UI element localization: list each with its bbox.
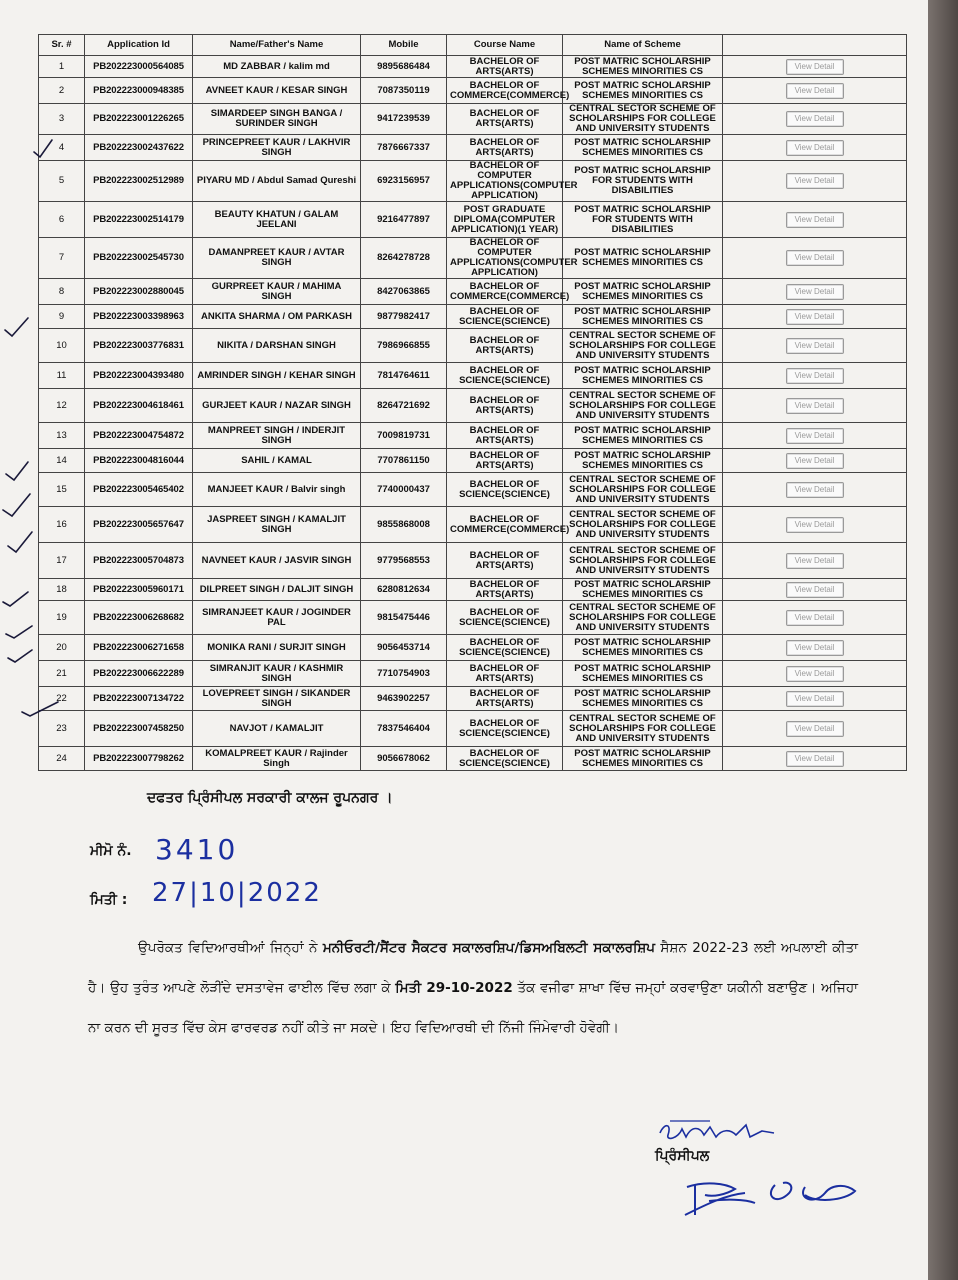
cell-scheme: POST MATRIC SCHOLARSHIP SCHEMES MINORITIES CS [563,363,723,389]
cell-scheme: POST MATRIC SCHOLARSHIP SCHEMES MINORITIES CS [563,579,723,601]
date-value: 27|10|2022 [152,878,322,908]
cell-app: PB202223002437622 [85,135,193,161]
cell-mobile: 8264278728 [361,238,447,279]
cell-sr: 20 [39,635,85,661]
cell-app: PB202223004618461 [85,389,193,423]
table-row [39,635,907,661]
cell-name: SIMARDEEP SINGH BANGA / SURINDER SINGH [193,104,361,135]
cell-scheme: POST MATRIC SCHOLARSHIP SCHEMES MINORITIES CS [563,747,723,771]
cell-sr: 19 [39,601,85,635]
view-detail-button[interactable]: View Detail [786,610,844,626]
table-row [39,423,907,449]
principal-label: ਪ੍ਰਿੰਸੀਪਲ [655,1148,710,1164]
view-detail-button[interactable]: View Detail [786,59,844,75]
memo-label: ਮੀਮੋ ਨੰ. [90,843,132,859]
view-detail-button[interactable]: View Detail [786,368,844,384]
cell-mobile: 7009819731 [361,423,447,449]
cell-action [723,449,907,473]
table-row [39,56,907,78]
cell-mobile: 7814764611 [361,363,447,389]
cell-course: BACHELOR OF COMMERCE(COMMERCE) [447,78,563,104]
cell-app: PB202223005960171 [85,579,193,601]
cell-course: BACHELOR OF COMMERCE(COMMERCE) [447,279,563,305]
cell-app: PB202223004816044 [85,449,193,473]
cell-scheme: POST MATRIC SCHOLARSHIP SCHEMES MINORITIES CS [563,56,723,78]
cell-name: PIYARU MD / Abdul Samad Qureshi [193,161,361,202]
cell-course: BACHELOR OF ARTS(ARTS) [447,423,563,449]
table-header-row [39,35,907,56]
view-detail-button[interactable]: View Detail [786,212,844,228]
cell-sr: 24 [39,747,85,771]
cell-action [723,687,907,711]
view-detail-button[interactable]: View Detail [786,453,844,469]
cell-app: PB202223005657647 [85,507,193,543]
cell-course: BACHELOR OF COMPUTER APPLICATIONS(COMPUTER APPLICATION) [447,161,563,202]
cell-mobile: 9779568553 [361,543,447,579]
cell-scheme: POST MATRIC SCHOLARSHIP SCHEMES MINORITIES CS [563,423,723,449]
cell-app: PB202223002512989 [85,161,193,202]
cell-name: BEAUTY KHATUN / GALAM JEELANI [193,202,361,238]
notice-bold-date: ਮਿਤੀ 29-10-2022 [395,980,513,996]
cell-course: BACHELOR OF ARTS(ARTS) [447,135,563,161]
cell-action [723,507,907,543]
cell-course: BACHELOR OF SCIENCE(SCIENCE) [447,711,563,747]
cell-mobile: 7087350119 [361,78,447,104]
cell-name: KOMALPREET KAUR / Rajinder Singh [193,747,361,771]
notice-bold-schemes: ਮਨੀਓਰਟੀ/ਸੈਂਟਰ ਸੈਕਟਰ ਸਕਾਲਰਸ਼ਿਪ/ਡਿਸਅਬਿਲਟੀ ਸਕਾਲਰਸ਼ਿਪ [322,940,656,956]
cell-sr: 17 [39,543,85,579]
cell-scheme: CENTRAL SECTOR SCHEME OF SCHOLARSHIPS FOR COLLEGE AND UNIVERSITY STUDENTS [563,601,723,635]
cell-app: PB202223003776831 [85,329,193,363]
cell-name: AMRINDER SINGH / KEHAR SINGH [193,363,361,389]
cell-sr: 12 [39,389,85,423]
cell-app: PB202223004754872 [85,423,193,449]
cell-course: BACHELOR OF ARTS(ARTS) [447,449,563,473]
cell-course: BACHELOR OF ARTS(ARTS) [447,104,563,135]
cell-name: PRINCEPREET KAUR / LAKHVIR SINGH [193,135,361,161]
cell-mobile: 8427063865 [361,279,447,305]
cell-action [723,473,907,507]
view-detail-button[interactable]: View Detail [786,721,844,737]
table-row [39,202,907,238]
cell-action [723,135,907,161]
view-detail-button[interactable]: View Detail [786,140,844,156]
cell-course: BACHELOR OF SCIENCE(SCIENCE) [447,363,563,389]
cell-course: BACHELOR OF COMPUTER APPLICATIONS(COMPUTER APPLICATION) [447,238,563,279]
cell-app: PB202223007134722 [85,687,193,711]
view-detail-button[interactable]: View Detail [786,517,844,533]
cell-app: PB202223007798262 [85,747,193,771]
cell-name: JASPREET SINGH / KAMALJIT SINGH [193,507,361,543]
view-detail-button[interactable]: View Detail [786,398,844,414]
view-detail-button[interactable]: View Detail [786,111,844,127]
cell-mobile: 9877982417 [361,305,447,329]
table-row [39,389,907,423]
cell-action [723,661,907,687]
cell-app: PB202223007458250 [85,711,193,747]
cell-action [723,238,907,279]
cell-app: PB202223003398963 [85,305,193,329]
table-row [39,279,907,305]
notice-part-2: ਸੈਸ਼ਨ 2022-23 ਲਈ ਅਪਲਾਈ ਕੀਤਾ ਹੈ। ਉਹ ਤੁਰੰਤ ਆਪਣੇ ਲੋੜੀਂਦੇ ਦਸਤਾਵੇਜ ਫਾਈਲ ਵਿੱਚ ਲਗਾ ਕੇ [88,940,859,996]
table-row [39,329,907,363]
cell-app: PB202223006268682 [85,601,193,635]
cell-name: NAVJOT / KAMALJIT [193,711,361,747]
cell-sr: 6 [39,202,85,238]
cell-course: BACHELOR OF ARTS(ARTS) [447,579,563,601]
cell-name: ANKITA SHARMA / OM PARKASH [193,305,361,329]
cell-scheme: POST MATRIC SCHOLARSHIP FOR STUDENTS WITH DISABILITIES [563,161,723,202]
cell-app: PB202223002514179 [85,202,193,238]
view-detail-button[interactable]: View Detail [786,482,844,498]
cell-app: PB202223000948385 [85,78,193,104]
cell-action [723,56,907,78]
cell-mobile: 7710754903 [361,661,447,687]
cell-action [723,389,907,423]
cell-mobile: 8264721692 [361,389,447,423]
view-detail-button[interactable]: View Detail [786,309,844,325]
cell-sr: 18 [39,579,85,601]
table-row [39,305,907,329]
cell-sr: 4 [39,135,85,161]
cell-sr: 13 [39,423,85,449]
cell-scheme: POST MATRIC SCHOLARSHIP SCHEMES MINORITIES CS [563,449,723,473]
cell-app: PB202223002545730 [85,238,193,279]
cell-action [723,543,907,579]
cell-action [723,711,907,747]
view-detail-button[interactable]: View Detail [786,553,844,569]
cell-scheme: POST MATRIC SCHOLARSHIP SCHEMES MINORITIES CS [563,305,723,329]
applications-table [38,34,907,771]
cell-name: NAVNEET KAUR / JASVIR SINGH [193,543,361,579]
cell-course: BACHELOR OF SCIENCE(SCIENCE) [447,305,563,329]
cell-sr: 8 [39,279,85,305]
view-detail-button[interactable]: View Detail [786,173,844,189]
cell-course: BACHELOR OF SCIENCE(SCIENCE) [447,747,563,771]
view-detail-button[interactable]: View Detail [786,666,844,682]
cell-action [723,601,907,635]
cell-scheme: POST MATRIC SCHOLARSHIP SCHEMES MINORITIES CS [563,135,723,161]
cell-name: SAHIL / KAMAL [193,449,361,473]
cell-scheme: CENTRAL SECTOR SCHEME OF SCHOLARSHIPS FOR COLLEGE AND UNIVERSITY STUDENTS [563,507,723,543]
table-row [39,78,907,104]
cell-mobile: 9815475446 [361,601,447,635]
cell-mobile: 9895686484 [361,56,447,78]
cell-name: AVNEET KAUR / KESAR SINGH [193,78,361,104]
cell-sr: 7 [39,238,85,279]
cell-sr: 3 [39,104,85,135]
cell-course: POST GRADUATE DIPLOMA(COMPUTER APPLICATION)(1 YEAR) [447,202,563,238]
cell-app: PB202223004393480 [85,363,193,389]
table-row [39,543,907,579]
view-detail-button[interactable]: View Detail [786,428,844,444]
view-detail-button[interactable]: View Detail [786,582,844,598]
table-row [39,579,907,601]
cell-mobile: 9463902257 [361,687,447,711]
cell-scheme: CENTRAL SECTOR SCHEME OF SCHOLARSHIPS FOR COLLEGE AND UNIVERSITY STUDENTS [563,711,723,747]
cell-app: PB202223006271658 [85,635,193,661]
cell-name: MANPREET SINGH / INDERJIT SINGH [193,423,361,449]
cell-mobile: 7707861150 [361,449,447,473]
table-row [39,363,907,389]
cell-sr: 10 [39,329,85,363]
header-course: Course Name [447,35,563,56]
office-line: ਦਫਤਰ ਪ੍ਰਿੰਸੀਪਲ ਸਰਕਾਰੀ ਕਾਲਜ ਰੂਪਨਗਰ । [147,790,393,806]
table-row [39,449,907,473]
cell-sr: 5 [39,161,85,202]
cell-name: DAMANPREET KAUR / AVTAR SINGH [193,238,361,279]
cell-app: PB202223005704873 [85,543,193,579]
cell-action [723,104,907,135]
cell-course: BACHELOR OF ARTS(ARTS) [447,389,563,423]
table-row [39,711,907,747]
cell-app: PB202223006622289 [85,661,193,687]
cell-sr: 16 [39,507,85,543]
cell-mobile: 9056678062 [361,747,447,771]
table-row [39,687,907,711]
cell-sr: 22 [39,687,85,711]
cell-name: MD ZABBAR / kalim md [193,56,361,78]
cell-scheme: CENTRAL SECTOR SCHEME OF SCHOLARSHIPS FOR COLLEGE AND UNIVERSITY STUDENTS [563,389,723,423]
header-sr: Sr. # [39,35,85,56]
cell-name: GURPREET KAUR / MAHIMA SINGH [193,279,361,305]
date-label: ਮਿਤੀ : [90,892,128,908]
table-row [39,104,907,135]
cell-action [723,305,907,329]
cell-scheme: POST MATRIC SCHOLARSHIP SCHEMES MINORITIES CS [563,661,723,687]
cell-action [723,329,907,363]
cell-course: BACHELOR OF SCIENCE(SCIENCE) [447,601,563,635]
cell-mobile: 9056453714 [361,635,447,661]
cell-mobile: 6280812634 [361,579,447,601]
table-body [39,56,907,771]
cell-sr: 9 [39,305,85,329]
view-detail-button[interactable]: View Detail [786,751,844,767]
cell-sr: 23 [39,711,85,747]
cell-sr: 21 [39,661,85,687]
notice-part-1: ਉਪਰੋਕਤ ਵਿਦਿਆਰਥੀਆਂ ਜਿਨ੍ਹਾਂ ਨੇ [138,940,323,956]
cell-scheme: CENTRAL SECTOR SCHEME OF SCHOLARSHIPS FOR COLLEGE AND UNIVERSITY STUDENTS [563,473,723,507]
cell-name: SIMRANJEET KAUR / JOGINDER PAL [193,601,361,635]
table-row [39,661,907,687]
cell-course: BACHELOR OF ARTS(ARTS) [447,661,563,687]
cell-action [723,363,907,389]
cell-name: MANJEET KAUR / Balvir singh [193,473,361,507]
cell-mobile: 9417239539 [361,104,447,135]
cell-scheme: POST MATRIC SCHOLARSHIP SCHEMES MINORITIES CS [563,279,723,305]
cell-course: BACHELOR OF ARTS(ARTS) [447,543,563,579]
cell-action [723,202,907,238]
view-detail-button[interactable]: View Detail [786,691,844,707]
cell-name: GURJEET KAUR / NAZAR SINGH [193,389,361,423]
cell-course: BACHELOR OF SCIENCE(SCIENCE) [447,473,563,507]
cell-sr: 1 [39,56,85,78]
view-detail-button[interactable]: View Detail [786,640,844,656]
table-row [39,747,907,771]
header-name: Name/Father's Name [193,35,361,56]
cell-app: PB202223001226265 [85,104,193,135]
cell-mobile: 7876667337 [361,135,447,161]
cell-name: SIMRANJIT KAUR / KASHMIR SINGH [193,661,361,687]
cell-mobile: 9216477897 [361,202,447,238]
view-detail-button[interactable]: View Detail [786,83,844,99]
header-scheme: Name of Scheme [563,35,723,56]
cell-course: BACHELOR OF ARTS(ARTS) [447,687,563,711]
cell-scheme: POST MATRIC SCHOLARSHIP FOR STUDENTS WITH DISABILITIES [563,202,723,238]
cell-action [723,279,907,305]
table-row [39,238,907,279]
header-action [723,35,907,56]
table-row [39,161,907,202]
table-row [39,135,907,161]
view-detail-button[interactable]: View Detail [786,250,844,266]
cell-action [723,78,907,104]
cell-name: LOVEPREET SINGH / SIKANDER SINGH [193,687,361,711]
table-row [39,601,907,635]
cell-action [723,579,907,601]
cell-course: BACHELOR OF ARTS(ARTS) [447,56,563,78]
cell-action [723,161,907,202]
cell-mobile: 9855868008 [361,507,447,543]
cell-app: PB202223002880045 [85,279,193,305]
cell-mobile: 7986966855 [361,329,447,363]
cell-scheme: POST MATRIC SCHOLARSHIP SCHEMES MINORITIES CS [563,687,723,711]
principal-signature [665,1165,865,1230]
cell-scheme: CENTRAL SECTOR SCHEME OF SCHOLARSHIPS FOR COLLEGE AND UNIVERSITY STUDENTS [563,329,723,363]
cell-name: NIKITA / DARSHAN SINGH [193,329,361,363]
cell-scheme: POST MATRIC SCHOLARSHIP SCHEMES MINORITIES CS [563,78,723,104]
cell-course: BACHELOR OF COMMERCE(COMMERCE) [447,507,563,543]
cell-app: PB202223005465402 [85,473,193,507]
cell-mobile: 7837546404 [361,711,447,747]
header-application-id: Application Id [85,35,193,56]
view-detail-button[interactable]: View Detail [786,284,844,300]
notice-paragraph [88,928,858,1048]
cell-sr: 14 [39,449,85,473]
memo-number: 3410 [155,833,239,866]
cell-action [723,747,907,771]
cell-course: BACHELOR OF ARTS(ARTS) [447,329,563,363]
cell-action [723,635,907,661]
cell-sr: 2 [39,78,85,104]
cell-scheme: POST MATRIC SCHOLARSHIP SCHEMES MINORITIES CS [563,238,723,279]
cell-course: BACHELOR OF SCIENCE(SCIENCE) [447,635,563,661]
cell-sr: 15 [39,473,85,507]
cell-mobile: 7740000437 [361,473,447,507]
view-detail-button[interactable]: View Detail [786,338,844,354]
cell-sr: 11 [39,363,85,389]
cell-scheme: CENTRAL SECTOR SCHEME OF SCHOLARSHIPS FOR COLLEGE AND UNIVERSITY STUDENTS [563,543,723,579]
photo-edge [928,0,958,1280]
table-row [39,507,907,543]
notice-part-3: ਤੱਕ ਵਜੀਫਾ ਸ਼ਾਖਾ ਵਿੱਚ ਜਮ੍ਹਾਂ ਕਰਵਾਉਣਾ ਯਕੀਨੀ ਬਣਾਉਣ। ਅਜਿਹਾ ਨਾ ਕਰਨ ਦੀ ਸੂਰਤ ਵਿੱਚ ਕੇਸ ਫਾਰਵਰਡ ਨਹੀਂ ਕੀਤੇ ਜਾ ਸਕਦੇ। ਇਹ ਵਿਦਿਆਰਥੀ ਦੀ ਨਿੱਜੀ ਜਿੰਮੇਵਾਰੀ ਹੋਵੇਗੀ। [88,980,858,1036]
cell-scheme: CENTRAL SECTOR SCHEME OF SCHOLARSHIPS FOR COLLEGE AND UNIVERSITY STUDENTS [563,104,723,135]
handwritten-note [650,1115,780,1152]
cell-mobile: 6923156957 [361,161,447,202]
cell-action [723,423,907,449]
table-row [39,473,907,507]
cell-name: DILPREET SINGH / DALJIT SINGH [193,579,361,601]
cell-name: MONIKA RANI / SURJIT SINGH [193,635,361,661]
cell-app: PB202223000564085 [85,56,193,78]
cell-scheme: POST MATRIC SCHOLARSHIP SCHEMES MINORITIES CS [563,635,723,661]
header-mobile: Mobile [361,35,447,56]
